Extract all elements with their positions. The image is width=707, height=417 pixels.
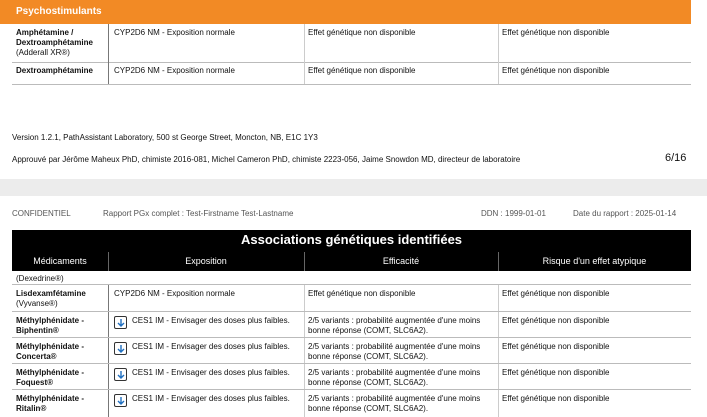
drug-name: Méthylphénidate - Foquest® (16, 368, 85, 387)
arrow-down-icon (114, 394, 127, 407)
category-header: Psychostimulants (0, 0, 691, 24)
risk-cell: Effet génétique non disponible (502, 66, 610, 75)
column-divider (498, 24, 499, 62)
risk-cell: Effet génétique non disponible (502, 394, 610, 403)
drug-brand: (Dexedrine®) (16, 274, 64, 283)
row-divider (12, 84, 691, 85)
risk-cell: Effet génétique non disponible (502, 368, 610, 377)
column-divider (108, 24, 109, 62)
column-header-risk: Risque d'un effet atypique (542, 256, 647, 266)
table-row: Méthylphénidate - Foquest® CES1 IM - Envisager des doses plus faibles. 2/5 variants : probabilité augmentée d'une moins bonne réponse (COMT, SLC6A2). Effet génétique non disponible (12, 364, 691, 389)
risk-cell: Effet génétique non disponible (502, 289, 610, 298)
table-row (12, 62, 691, 84)
table-header (12, 230, 691, 271)
column-divider (304, 24, 305, 62)
drug-name: Méthylphénidate - Biphentin® (16, 316, 85, 335)
efficacy-cell: 2/5 variants : probabilité augmentée d'une moins bonne réponse (COMT, SLC6A2). (308, 368, 481, 387)
arrow-down-icon (114, 342, 127, 355)
efficacy-cell: Effet génétique non disponible (308, 66, 416, 75)
drug-name: Amphétamine / Dextroamphétamine (Adderall XR®) (16, 28, 93, 57)
column-divider (304, 62, 305, 84)
table-row (12, 285, 691, 311)
column-divider (498, 338, 499, 363)
footer-version: Version 1.2.1, PathAssistant Laboratory, 500 st George Street, Moncton, NB, E1C 1Y3 (12, 133, 318, 142)
column-divider (108, 390, 109, 417)
column-divider (108, 312, 109, 337)
column-divider (498, 62, 499, 84)
column-divider (498, 312, 499, 337)
column-divider (108, 364, 109, 389)
efficacy-cell: 2/5 variants : probabilité augmentée d'une moins bonne réponse (COMT, SLC6A2). (308, 394, 481, 413)
efficacy-cell: 2/5 variants : probabilité augmentée d'une moins bonne réponse (COMT, SLC6A2). (308, 316, 481, 335)
column-divider (498, 364, 499, 389)
column-header-efficacy: Efficacité (382, 256, 420, 266)
column-divider (304, 285, 305, 311)
arrow-down-icon (114, 368, 127, 381)
table-title: Associations génétiques identifiées (240, 232, 463, 247)
column-header-exposition: Exposition (185, 256, 227, 266)
efficacy-cell: Effet génétique non disponible (308, 289, 416, 298)
exposition-cell: CYP2D6 NM - Exposition normale (114, 289, 235, 298)
table-row: Méthylphénidate - Concerta® CES1 IM - Envisager des doses plus faibles. 2/5 variants : probabilité augmentée d'une moins bonne réponse (COMT, SLC6A2). Effet génétique non disponible (12, 338, 691, 363)
report-page-6 (0, 0, 707, 179)
drug-brand: (Adderall XR®) (16, 48, 70, 57)
exposition-cell: CYP2D6 NM - Exposition normale (114, 28, 235, 37)
column-divider (498, 390, 499, 417)
drug-name: Lisdexamfétamine (Vyvanse®) (16, 289, 86, 308)
page-number: 6/16 (665, 152, 687, 164)
report-page-7 (0, 196, 707, 417)
efficacy-cell: 2/5 variants : probabilité augmentée d'une moins bonne réponse (COMT, SLC6A2). (308, 342, 481, 361)
drug-name: Méthylphénidate - Concerta® (16, 342, 85, 361)
birth-date: DDN : 1999-01-01 (481, 209, 546, 218)
column-divider (108, 62, 109, 84)
column-divider (304, 312, 305, 337)
efficacy-cell: Effet génétique non disponible (308, 28, 416, 37)
footer-approved: Approuvé par Jérôme Maheux PhD, chimiste 2016-081, Michel Cameron PhD, chimiste 2223-056, Jaime Snowdon MD, directeur de laboratoire (12, 155, 521, 164)
drug-name: Dextroamphétamine (16, 66, 93, 75)
drug-name: Méthylphénidate - Ritalin® (16, 394, 85, 413)
exposition-cell: CYP2D6 NM - Exposition normale (114, 66, 235, 75)
table-row (12, 24, 691, 62)
confidential-label: CONFIDENTIEL (12, 209, 71, 218)
risk-cell: Effet génétique non disponible (502, 342, 610, 351)
report-date: Date du rapport : 2025-01-14 (573, 209, 677, 218)
column-divider (498, 285, 499, 311)
arrow-down-icon (114, 316, 127, 329)
risk-cell: Effet génétique non disponible (502, 316, 610, 325)
column-divider (304, 338, 305, 363)
risk-cell: Effet génétique non disponible (502, 28, 610, 37)
column-divider (304, 390, 305, 417)
table-row: Méthylphénidate - Ritalin® CES1 IM - Envisager des doses plus faibles. 2/5 variants : probabilité augmentée d'une moins bonne réponse (COMT, SLC6A2). Effet génétique non disponible (12, 390, 691, 417)
column-header-drugs: Médicaments (33, 256, 87, 266)
table-row: Méthylphénidate - Biphentin® CES1 IM - Envisager des doses plus faibles. 2/5 variants : probabilité augmentée d'une moins bonne réponse (COMT, SLC6A2). Effet génétique non disponible (12, 312, 691, 337)
column-divider (108, 285, 109, 311)
column-divider (304, 364, 305, 389)
drug-brand: (Vyvanse®) (16, 299, 58, 308)
column-divider (108, 338, 109, 363)
report-title: Rapport PGx complet : Test-Firstname Test-Lastname (103, 209, 294, 218)
